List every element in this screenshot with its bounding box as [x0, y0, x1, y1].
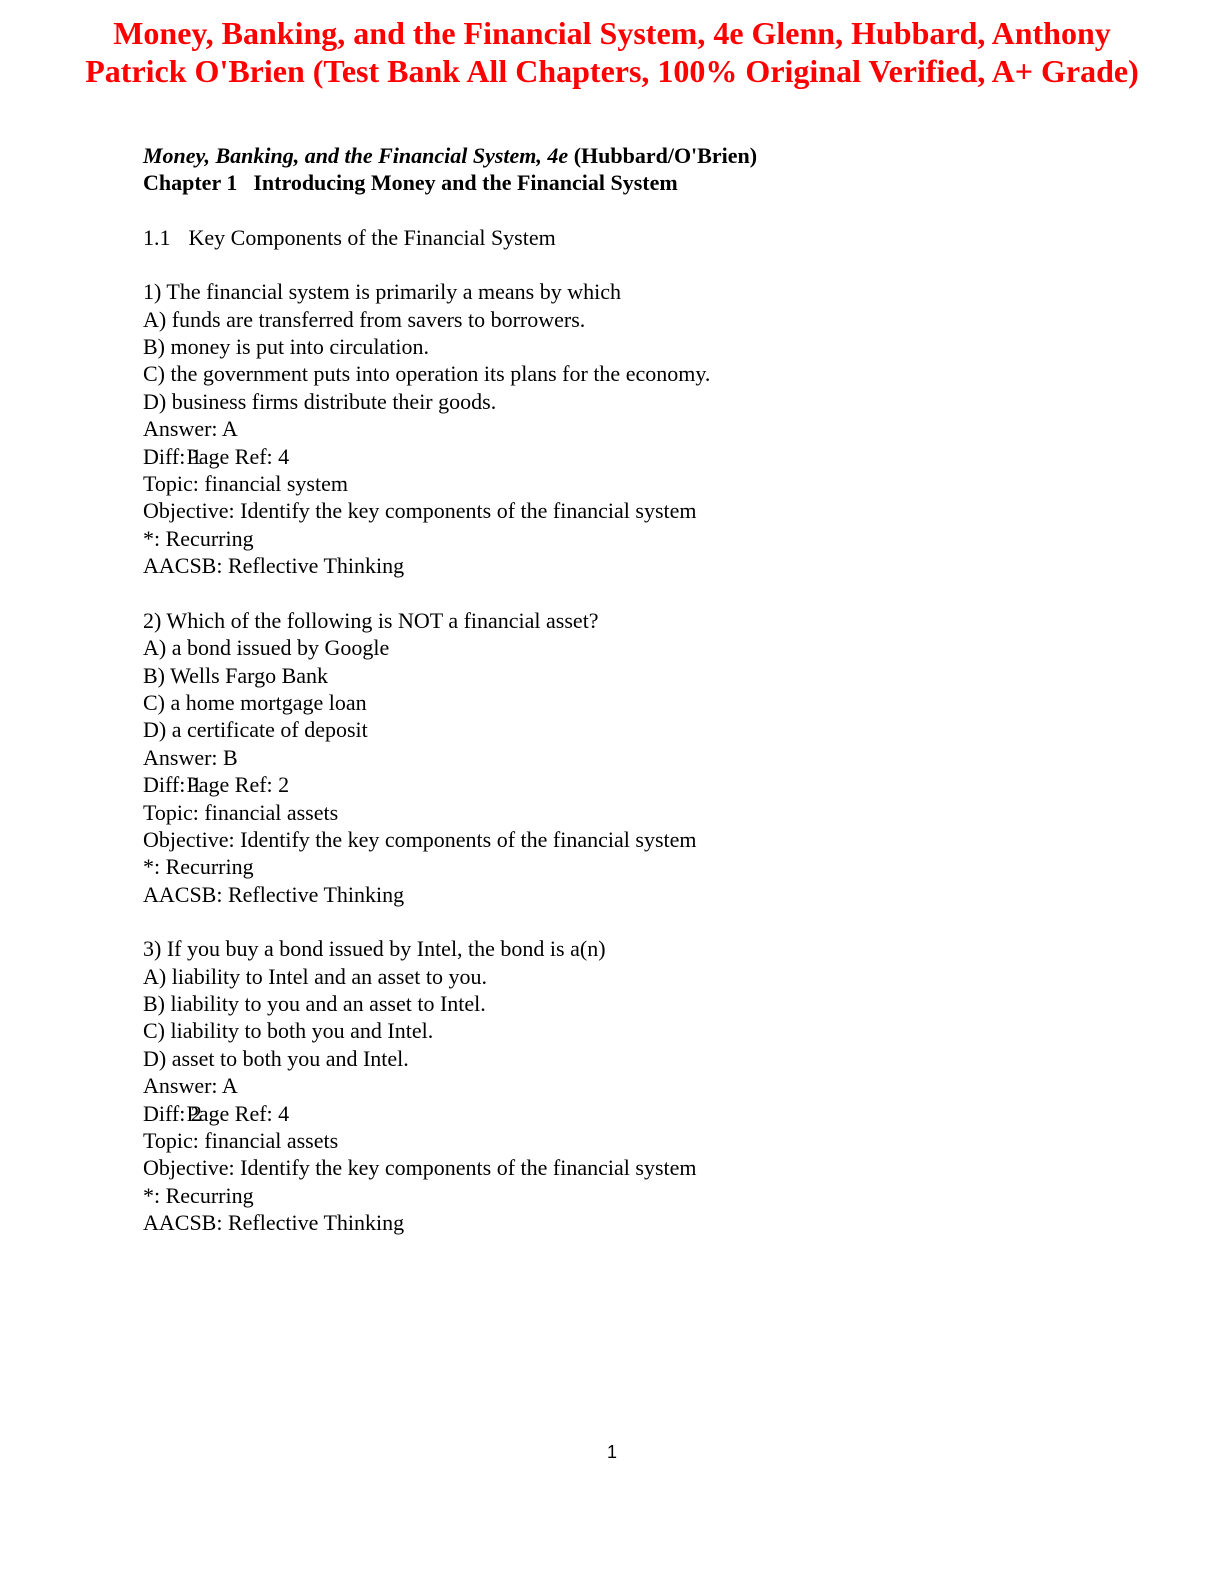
difficulty-line [143, 1100, 1143, 1127]
answer-option: C) the government puts into operation its plans for the economy. [143, 361, 711, 387]
difficulty-line [143, 771, 1143, 798]
banner-line-2: Patrick O'Brien (Test Bank All Chapters, 100% Original Verified, A+ Grade) [85, 53, 1139, 89]
aacsb-tag: AACSB: Reflective Thinking [143, 1210, 405, 1236]
answer-option: A) liability to Intel and an asset to you. [143, 963, 487, 989]
difficulty: Diff: 2 [143, 1100, 202, 1126]
answer-option: C) liability to both you and Intel. [143, 1018, 434, 1044]
answer-key: Answer: A [143, 1073, 238, 1099]
answer-option: B) liability to you and an asset to Intel. [143, 990, 486, 1016]
question-stem: 1) The financial system is primarily a means by which [143, 279, 621, 305]
answer-option: B) money is put into circulation. [143, 334, 429, 360]
aacsb-tag: AACSB: Reflective Thinking [143, 881, 405, 907]
answer-option: D) a certificate of deposit [143, 717, 368, 743]
difficulty: Diff: 1 [143, 772, 202, 798]
objective: Objective: Identify the key components of the financial system [143, 498, 697, 524]
book-title: Money, Banking, and the Financial System, 4e [143, 143, 569, 168]
question-item [143, 607, 1143, 908]
answer-option: A) funds are transferred from savers to borrowers. [143, 306, 586, 332]
difficulty-line [143, 443, 1143, 470]
topic: Topic: financial assets [143, 1128, 339, 1153]
section-title: Key Components of the Financial System [188, 224, 556, 250]
objective: Objective: Identify the key components of the financial system [143, 826, 697, 852]
section-heading [143, 224, 1143, 251]
question-item [143, 278, 1143, 579]
question-stem: 2) Which of the following is NOT a financial asset? [143, 607, 599, 633]
page-content [143, 142, 1143, 1237]
answer-option: C) a home mortgage loan [143, 689, 367, 715]
topic: Topic: financial assets [143, 799, 339, 825]
answer-option: A) a bond issued by Google [143, 635, 390, 661]
answer-option: D) business firms distribute their goods. [143, 388, 497, 414]
book-heading [143, 142, 1143, 169]
answer-key: Answer: B [143, 744, 238, 770]
question-stem: 3) If you buy a bond issued by Intel, the bond is a(n) [143, 936, 606, 962]
recurring-flag: *: Recurring [143, 525, 254, 551]
page-number: 1 [606, 1442, 617, 1462]
answer-key: Answer: A [143, 416, 238, 442]
difficulty: Diff: 1 [143, 443, 202, 469]
page-ref: Page Ref: 4 [186, 443, 290, 469]
banner-line-1: Money, Banking, and the Financial System, 4e Glenn, Hubbard, Anthony [113, 15, 1111, 51]
question-item [143, 935, 1143, 1236]
aacsb-tag: AACSB: Reflective Thinking [143, 553, 405, 579]
objective: Objective: Identify the key components of the financial system [143, 1155, 697, 1181]
chapter-heading [143, 169, 1143, 196]
section-number: 1.1 [143, 224, 171, 250]
page-ref: Page Ref: 4 [186, 1100, 290, 1126]
answer-option: D) asset to both you and Intel. [143, 1045, 409, 1071]
recurring-flag: *: Recurring [143, 854, 254, 880]
page-ref: Page Ref: 2 [186, 772, 290, 798]
chapter-label: Chapter 1 [143, 170, 238, 196]
recurring-flag: *: Recurring [143, 1182, 254, 1208]
book-authors: (Hubbard/O'Brien) [573, 143, 758, 168]
chapter-title: Introducing Money and the Financial System [253, 170, 678, 196]
answer-option: B) Wells Fargo Bank [143, 662, 329, 688]
topic: Topic: financial system [143, 471, 348, 497]
document-banner [0, 14, 1224, 90]
